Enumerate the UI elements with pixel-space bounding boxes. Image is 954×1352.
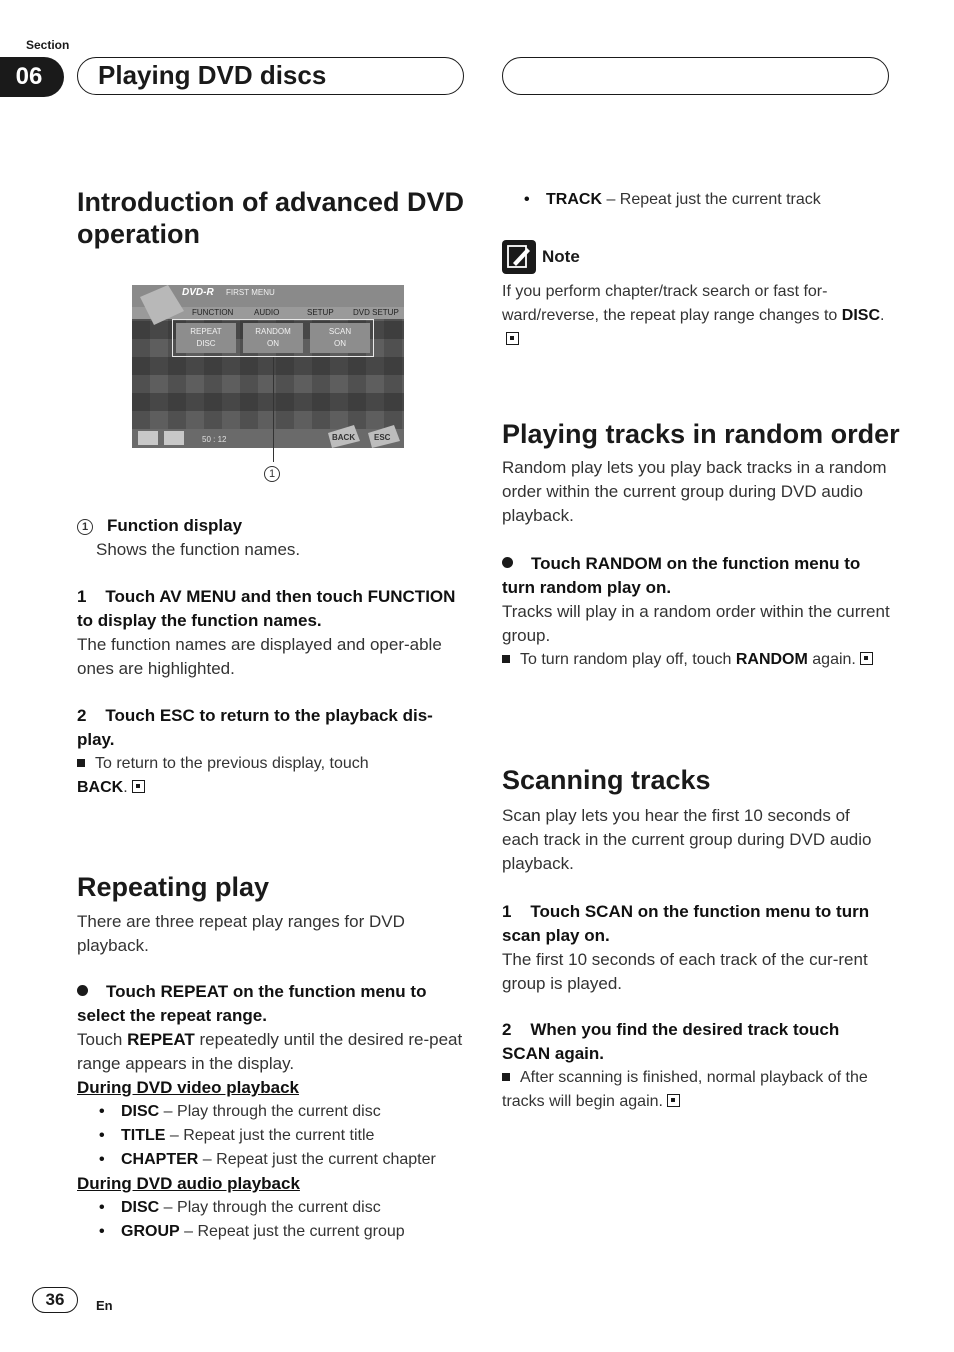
intro-step2-number: 2 (77, 706, 87, 725)
intro-step1-number: 1 (77, 587, 87, 606)
repeat-audio-continued (502, 188, 890, 212)
screen-tab-audio: AUDIO (254, 308, 280, 317)
note-square-icon (77, 759, 85, 767)
scan-intro: Scan play lets you hear the first 10 seconds of each track in the current group during DVD audio playback. (502, 806, 872, 873)
scan-step1-number: 1 (502, 902, 512, 921)
note-square-icon (502, 1073, 510, 1081)
repeat-step-title: Touch REPEAT on the function menu to select the repeat range. (77, 982, 427, 1025)
random-step-title: Touch RANDOM on the function menu to turn random play on. (502, 554, 861, 597)
end-mark-icon (506, 332, 519, 345)
scan-step2-note: After scanning is finished, normal playback of the tracks will begin again. (502, 1069, 868, 1110)
language-code: En (96, 1298, 113, 1313)
callout-line (273, 357, 274, 462)
random-body (502, 456, 890, 672)
step-bullet-icon (502, 557, 513, 568)
note-square-icon (502, 655, 510, 663)
repeat-audio-item: • TRACK – Repeat just the current track (524, 188, 890, 212)
legend-title: Function display (107, 516, 243, 535)
screen-repeat-button: REPEAT DISC (176, 323, 236, 353)
intro-step1-desc: The function names are displayed and oper-able ones are highlighted. (77, 635, 442, 678)
intro-step2 (77, 704, 465, 800)
screen-tab-function: FUNCTION (192, 308, 234, 317)
random-intro: Random play lets you play back tracks in a random order within the current group during DVD audio playback. (502, 458, 887, 525)
scan-step2-title: 2 When you find the desired track touch SCAN again. (502, 1020, 840, 1063)
note-text: If you perform chapter/track search or fast for-ward/reverse, the repeat play range changes to DISC. (502, 280, 890, 352)
screen-esc-button: ESC (374, 433, 391, 442)
callout-number: 1 (264, 466, 280, 482)
screen-brand: DVD-R (182, 287, 214, 298)
screen-tab-dvd-setup: DVD SETUP (353, 308, 399, 317)
repeat-video-item: • TITLE – Repeat just the current title (99, 1124, 465, 1148)
scan-step1-desc: The first 10 seconds of each track of the cur-rent group is played. (502, 950, 868, 993)
intro-step1-title: 1 Touch AV MENU and then touch FUNCTION to display the function names. (77, 587, 456, 630)
repeat-video-item: • DISC – Play through the current disc (99, 1100, 465, 1124)
random-desc: Tracks will play in a random order within the current group. (502, 602, 890, 645)
random-heading: Playing tracks in random order (502, 419, 900, 449)
intro-step2-note: To return to the previous display, touch BACK. (77, 755, 369, 796)
step-bullet-icon (77, 985, 88, 996)
end-mark-icon (667, 1094, 680, 1107)
repeat-audio-item: • GROUP – Repeat just the current group (99, 1220, 465, 1244)
screen-top-text: FIRST MENU (226, 288, 275, 297)
end-mark-icon (860, 652, 873, 665)
legend-desc: Shows the function names. (96, 540, 301, 559)
intro-legend (77, 514, 465, 562)
screen-scan-button: SCAN ON (310, 323, 370, 353)
function-menu-screenshot (132, 285, 404, 448)
repeat-audio-item: • DISC – Play through the current disc (99, 1196, 465, 1220)
scan-step2-number: 2 (502, 1020, 512, 1039)
screen-bottom-readout: 50 : 12 (202, 435, 227, 444)
screen-random-button: RANDOM ON (243, 323, 303, 353)
screen-back-button: BACK (332, 433, 356, 442)
intro-step2-title: 2 Touch ESC to return to the playback dis-play. (77, 706, 433, 749)
repeat-video-heading: During DVD video playback (77, 1078, 299, 1097)
section-number-badge: 06 (0, 57, 64, 97)
repeat-desc: Touch REPEAT repeatedly until the desired re-peat range appears in the display. (77, 1030, 463, 1073)
scan-body (502, 804, 890, 1114)
callout-marker (264, 465, 280, 483)
repeat-heading: Repeating play (77, 872, 270, 902)
intro-step1 (77, 585, 465, 681)
pencil-icon (502, 240, 536, 274)
scan-heading: Scanning tracks (502, 765, 711, 795)
end-mark-icon (132, 780, 145, 793)
section-title: Playing DVD discs (98, 60, 327, 90)
page-number: 36 (32, 1287, 78, 1313)
section-title-box (77, 57, 464, 95)
note-label: Note (542, 247, 580, 266)
scan-step1-title: 1 Touch SCAN on the function menu to turn scan play on. (502, 902, 870, 945)
note-block (502, 240, 890, 352)
repeat-audio-heading: During DVD audio playback (77, 1174, 300, 1193)
repeat-body (77, 910, 465, 1244)
repeat-video-item: • CHAPTER – Repeat just the current chapter (99, 1148, 465, 1172)
screen-tab-setup: SETUP (307, 308, 334, 317)
section-label: Section (26, 38, 70, 52)
repeat-intro: There are three repeat play ranges for DVD playback. (77, 912, 405, 955)
empty-header-box (502, 57, 889, 95)
legend-title-row (77, 514, 465, 538)
random-note: To turn random play off, touch RANDOM again. (502, 648, 890, 672)
note-header (502, 240, 890, 274)
intro-heading: Introduction of advanced DVD operation (77, 187, 465, 249)
legend-number: 1 (77, 519, 93, 535)
